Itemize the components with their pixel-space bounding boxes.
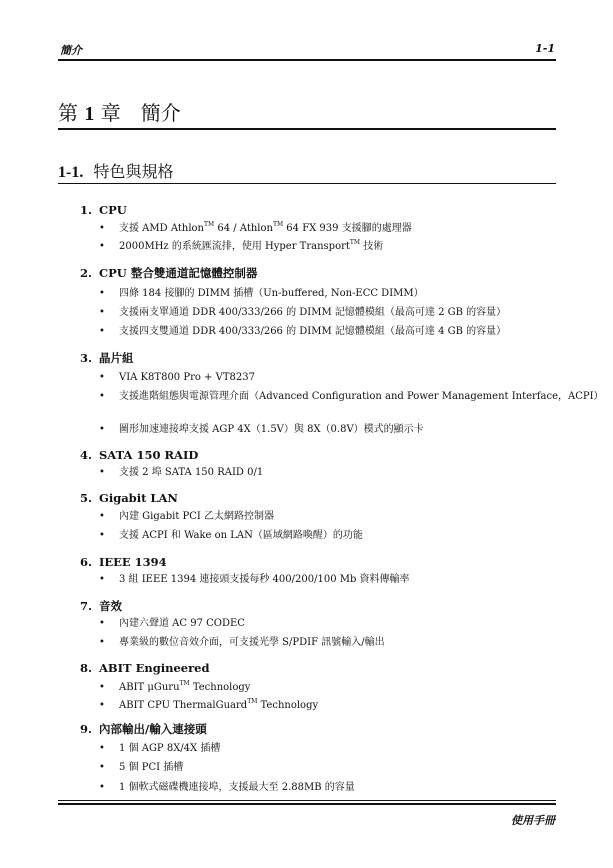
bullet-icon: •: [99, 682, 105, 693]
feature-title: [80, 661, 210, 675]
bullet-icon: •: [99, 618, 105, 629]
feature-title: [80, 598, 122, 614]
trademark-superscript: TM: [179, 679, 190, 687]
bullet-icon: •: [99, 372, 105, 383]
bullet-icon: •: [99, 762, 105, 773]
chapter-heading: [58, 97, 181, 126]
feature-number: 7.: [80, 599, 93, 613]
feature-title-text: 音效: [99, 599, 122, 613]
feature-title-text: CPU: [99, 203, 127, 217]
bullet-icon: •: [99, 530, 105, 541]
bullet-icon: •: [99, 241, 105, 252]
bullet-icon: •: [99, 288, 105, 299]
feature-title-text: IEEE 1394: [99, 555, 167, 569]
bullet-text: 內建六聲道 AC 97 CODEC: [119, 618, 245, 629]
trademark-superscript: TM: [204, 220, 215, 228]
bullet-text: 支援 AMD Athlon™ 64 / Athlon™ 64 FX 939 支援腳的處理器: [119, 220, 412, 234]
feature-title: [80, 448, 198, 462]
bullet-text: VIA K8T800 Pro + VT8237: [119, 372, 255, 383]
feature-number: 4.: [80, 448, 93, 462]
bullet-text: 支援 ACPI 和 Wake on LAN（區域網路喚醒）的功能: [119, 530, 363, 541]
bullet-text: 內建 Gigabit PCI 乙太網路控制器: [119, 511, 275, 522]
feature-title: [80, 265, 257, 281]
chapter-rule: [58, 128, 556, 130]
feature-title: [80, 203, 127, 217]
bullet-icon: •: [99, 391, 105, 402]
bullet-text: 支援進階組態與電源管理介面（Advanced Configuration and Power Management Interface，ACPI）: [119, 391, 604, 402]
bullet-icon: •: [99, 424, 105, 435]
bullet-icon: •: [99, 307, 105, 318]
bullet-icon: •: [99, 223, 105, 234]
feature-title-text: Gigabit LAN: [99, 491, 178, 505]
page-header-title: 簡介: [60, 44, 82, 57]
feature-number: 2.: [80, 266, 93, 280]
bullet-icon: •: [99, 782, 105, 793]
feature-number: 3.: [80, 351, 93, 365]
bullet-text: 支援兩支單通道 DDR 400/333/266 的 DIMM 記憶體模組（最高可達 2 GB 的容量）: [119, 307, 507, 318]
section-title: 特色與規格: [93, 162, 174, 181]
section-rule: [58, 183, 556, 184]
feature-title: [80, 491, 178, 505]
bullet-icon: •: [99, 326, 105, 337]
feature-number: 8.: [80, 661, 93, 675]
feature-title: [80, 555, 167, 569]
page-footer: 使用手冊: [511, 814, 555, 827]
bullet-text: 1 個 AGP 8X/4X 插槽: [119, 743, 221, 754]
bullet-text: ABIT μGuru™ Technology: [119, 679, 251, 693]
feature-title: [80, 350, 134, 366]
trademark-superscript: TM: [272, 220, 284, 228]
feature-title-text: 晶片組: [99, 351, 134, 365]
footer-rule-thick: [58, 803, 556, 805]
section-number: 1-1.: [58, 164, 84, 181]
chapter-rest: 章 簡介: [100, 101, 181, 125]
trademark-superscript: TM: [247, 697, 258, 705]
feature-title-text: CPU 整合雙通道記憶體控制器: [99, 266, 258, 280]
bullet-text: 2000MHz 的系統匯流排，使用 Hyper Transport™ 技術: [119, 238, 384, 252]
feature-title-text: 內部輸出/輸入連接頭: [99, 722, 207, 736]
bullet-icon: •: [99, 743, 105, 754]
feature-title-text: SATA 150 RAID: [99, 448, 199, 462]
feature-number: 9.: [80, 722, 93, 736]
bullet-text: 圖形加速連接埠支援 AGP 4X（1.5V）與 8X（0.8V）模式的顯示卡: [119, 424, 424, 435]
feature-number: 1.: [80, 203, 93, 217]
bullet-text: ABIT CPU ThermalGuard™ Technology: [119, 697, 319, 711]
bullet-icon: •: [99, 574, 105, 585]
bullet-text: 3 組 IEEE 1394 連接頭支援每秒 400/200/100 Mb 資料傳輸率: [119, 574, 410, 585]
section-heading: [58, 159, 174, 182]
bullet-text: 支援四支雙通道 DDR 400/333/266 的 DIMM 記憶體模組（最高可達 4 GB 的容量）: [119, 326, 507, 337]
bullet-text: 支援 2 埠 SATA 150 RAID 0/1: [119, 467, 264, 478]
bullet-text: 1 個軟式磁碟機連接埠，支援最大至 2.88MB 的容量: [119, 782, 355, 793]
bullet-text: 5 個 PCI 插槽: [119, 762, 184, 773]
footer-rule-thin: [58, 800, 556, 801]
bullet-text: 專業級的數位音效介面，可支援光學 S/PDIF 訊號輸入/輸出: [119, 637, 385, 648]
bullet-text: 四條 184 接腳的 DIMM 插槽（Un-buffered, Non-ECC DIMM）: [119, 288, 424, 299]
feature-number: 5.: [80, 491, 93, 505]
page-header-number: 1-1: [535, 42, 555, 55]
feature-title-text: ABIT Engineered: [99, 661, 210, 675]
trademark-superscript: TM: [349, 238, 361, 246]
feature-number: 6.: [80, 555, 93, 569]
chapter-number: 1: [84, 103, 95, 125]
bullet-icon: •: [99, 700, 105, 711]
header-rule: [58, 59, 556, 61]
bullet-icon: •: [99, 511, 105, 522]
chapter-label: 第: [58, 101, 78, 125]
feature-title: [80, 721, 207, 737]
bullet-icon: •: [99, 467, 105, 478]
bullet-icon: •: [99, 637, 105, 648]
